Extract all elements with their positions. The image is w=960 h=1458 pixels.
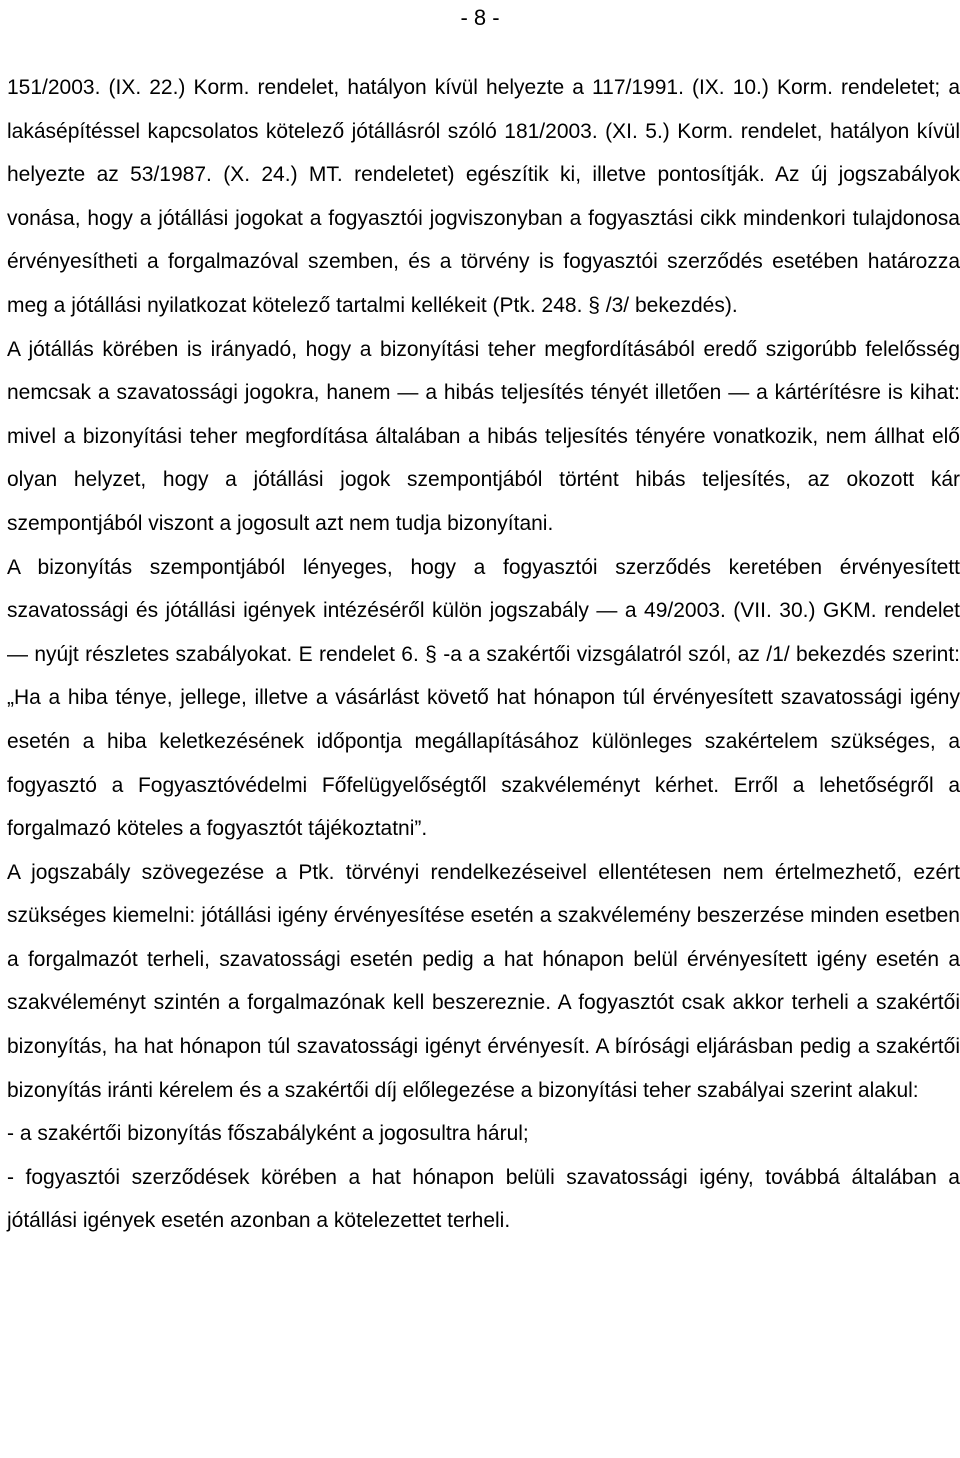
page-number: - 8 - bbox=[460, 5, 500, 30]
paragraph: A jótállás körében is irányadó, hogy a bizonyítási teher megfordításából eredő szigorúbb felelősség nemcsak a szavatossági jogokra, hanem — a hibás teljesítés tényét illetően — a kártérítésre is kihat: mivel a bizonyítási teher megfordítása általában a hibás teljesítés tényére vonatkozik, nem állhat elő olyan helyzet, hogy a jótállási jogok szempontjából történt hibás teljesítés, az okozott kár szempontjából viszont a jogosult azt nem tudja bizonyítani. bbox=[7, 337, 960, 535]
list-item: - fogyasztói szerződések körében a hat hónapon belüli szavatossági igény, továbbá általában a jótállási igények esetén azonban a kötelezettet terheli. bbox=[7, 1165, 960, 1233]
document-body bbox=[7, 66, 960, 1243]
paragraph: A bizonyítás szempontjából lényeges, hogy a fogyasztói szerződés keretében érvényesített szavatossági és jótállási igények intézéséről külön jogszabály — a 49/2003. (VII. 30.) GKM. rendelet — nyújt részletes szabályokat. E rendelet 6. § -a a szakértői vizsgálatról szól, az /1/ bekezdés szerint: „Ha a hiba ténye, jellege, illetve a vásárlást követő hat hónapon túl érvényesített szavatossági igény esetén a hiba keletkezésének időpontja megállapításához különleges szakértelem szükséges, a fogyasztó a Fogyasztóvédelmi Főfelügyelőségtől szakvéleményt kérhet. Erről a lehetőségről a forgalmazó köteles a fogyasztót tájékoztatni”. bbox=[7, 555, 960, 841]
paragraph: A jogszabály szövegezése a Ptk. törvényi rendelkezéseivel ellentétesen nem értelmezhető, ezért szükséges kiemelni: jótállási igény érvényesítése esetén a szakvélemény beszerzése minden esetben a forgalmazót terheli, szavatossági esetén pedig a hat hónapon belül érvényesített igény esetén a szakvéleményt szintén a forgalmazónak kell beszereznie. A fogyasztót csak akkor terheli a szakértői bizonyítás, ha hat hónapon túl szavatossági igényt érvényesít. A bírósági eljárásban pedig a szakértői bizonyítás iránti kérelem és a szakértői díj előlegezése a bizonyítási teher szabályai szerint alakul: bbox=[7, 860, 960, 1102]
list-item: - a szakértői bizonyítás főszabályként a jogosultra hárul; bbox=[7, 1122, 529, 1146]
paragraph: 151/2003. (IX. 22.) Korm. rendelet, hatályon kívül helyezte a 117/1991. (IX. 10.) Korm. rendeletet; a lakásépítéssel kapcsolatos kötelező jótállásról szóló 181/2003. (XI. 5.) Korm. rendelet, hatályon kívül helyezte az 53/1987. (X. 24.) MT. rendeletet) egészítik ki, illetve pontosítják. Az új jogszabályok vonása, hogy a jótállási jogokat a fogyasztói jogviszonyban a fogyasztási cikk mindenkori tulajdonosa érvényesítheti a forgalmazóval szemben, és a törvény is fogyasztói szerződés esetében határozza meg a jótállási nyilatkozat kötelező tartalmi kellékeit (Ptk. 248. § /3/ bekezdés). bbox=[7, 76, 960, 317]
